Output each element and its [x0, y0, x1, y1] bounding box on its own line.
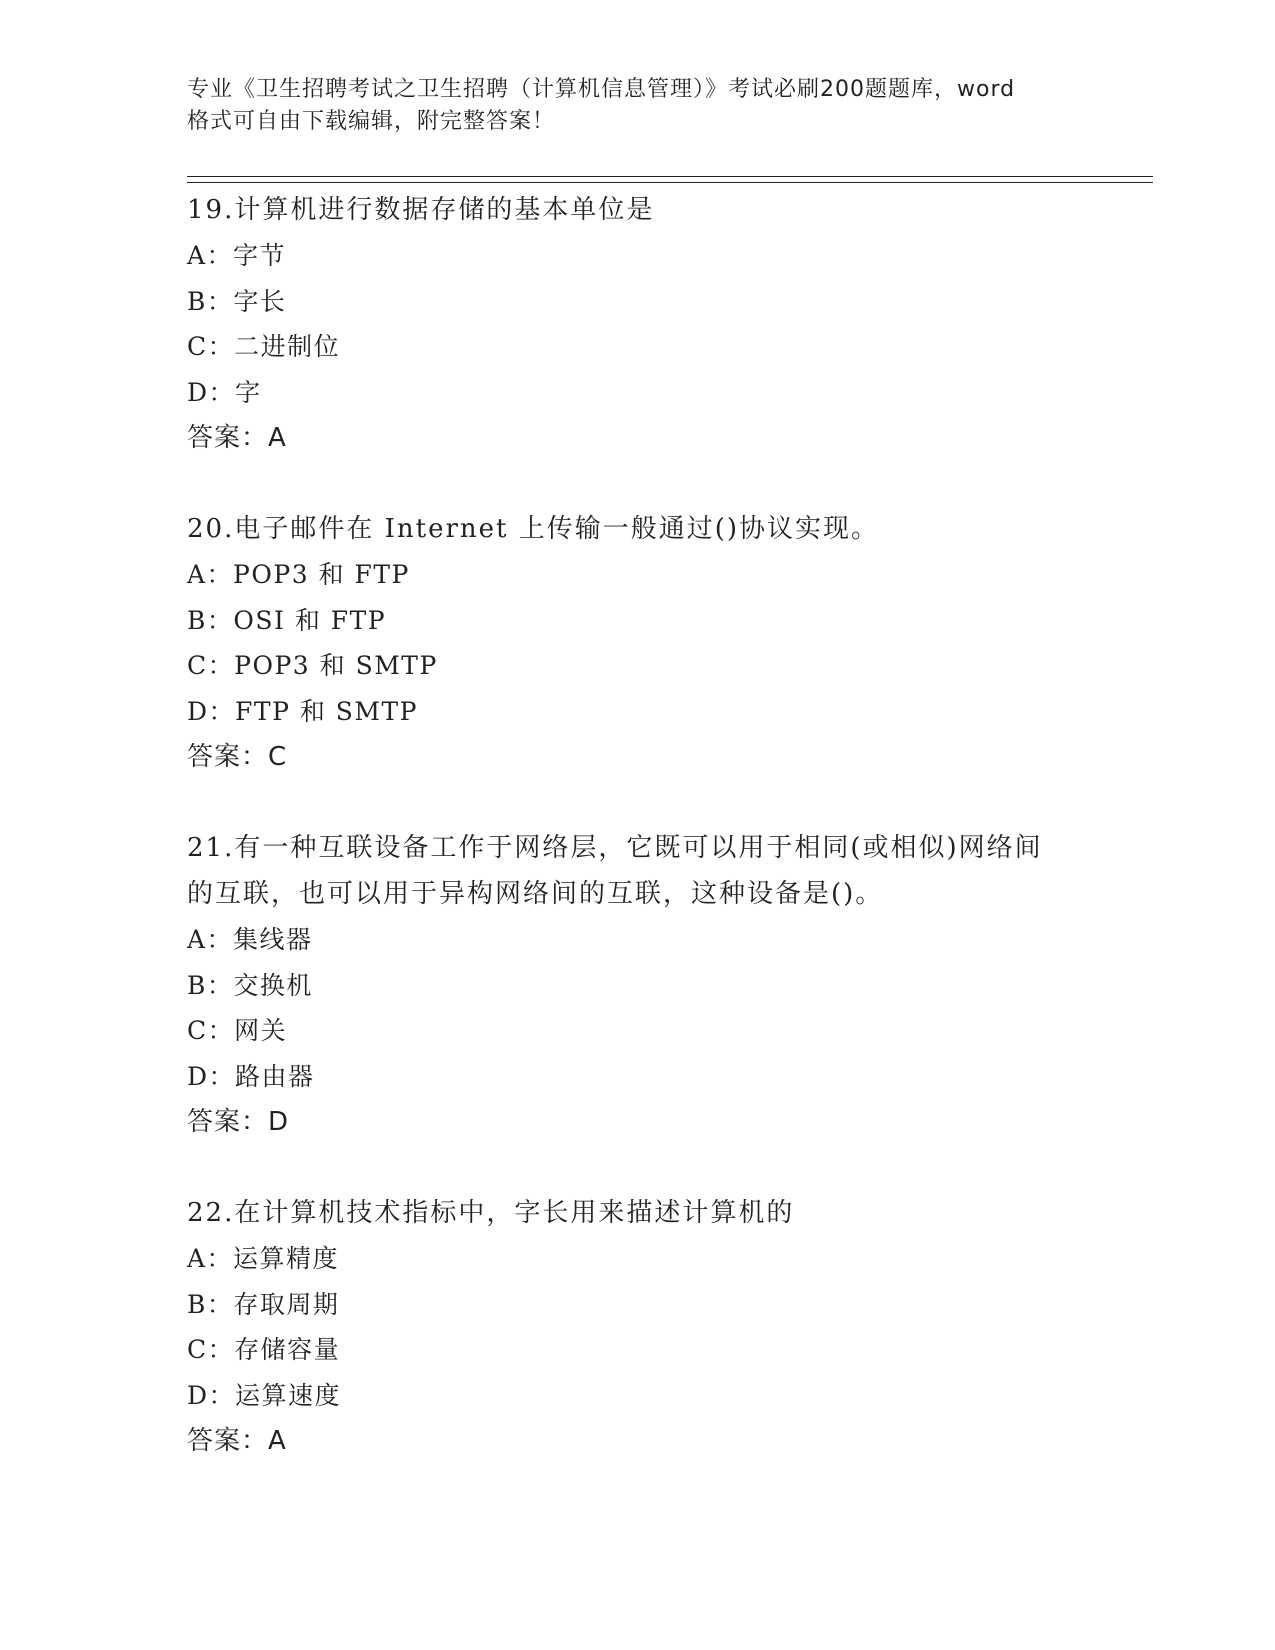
- option-b: B：存取周期: [187, 1289, 340, 1319]
- question-text: 22.在计算机技术指标中，字长用来描述计算机的: [187, 1198, 795, 1228]
- header-divider-top: [187, 176, 1153, 177]
- question-text: 19.计算机进行数据存储的基本单位是: [187, 195, 655, 225]
- option-d: D：路由器: [187, 1061, 315, 1091]
- question-block-22: [187, 1190, 1087, 1464]
- option-a: A：运算精度: [187, 1244, 340, 1273]
- option-c: C：存储容量: [187, 1335, 341, 1364]
- header-line-2: 格式可自由下载编辑，附完整答案！: [187, 109, 556, 134]
- option-a: A：集线器: [187, 925, 313, 954]
- question-text-line-2: 的互联，也可以用于异构网络间的互联，这种设备是()。: [187, 879, 884, 909]
- question-block-19: [187, 187, 1087, 461]
- option-b: B：OSI 和 FTP: [187, 605, 387, 635]
- answer-label: 答案：A: [187, 423, 287, 453]
- option-c: C：二进制位: [187, 332, 341, 361]
- header-line-1: 专业《卫生招聘考试之卫生招聘（计算机信息管理）》考试必刷200题题库，word: [187, 77, 1016, 102]
- option-d: D：运算速度: [187, 1380, 342, 1410]
- option-b: B：字长: [187, 286, 287, 316]
- option-d: D：字: [187, 377, 262, 407]
- document-header: [187, 74, 1087, 138]
- question-block-20: [187, 506, 1087, 780]
- option-d: D：FTP 和 SMTP: [187, 696, 419, 726]
- option-a: A：字节: [187, 241, 287, 270]
- question-text: 20.电子邮件在 Internet 上传输一般通过()协议实现。: [187, 514, 880, 544]
- header-divider-bottom: [187, 182, 1153, 183]
- option-a: A：POP3 和 FTP: [187, 560, 410, 589]
- answer-label: 答案：A: [187, 1426, 287, 1456]
- option-b: B：交换机: [187, 970, 313, 1000]
- answer-label: 答案：C: [187, 742, 288, 772]
- answer-label: 答案：D: [187, 1107, 290, 1137]
- option-c: C：POP3 和 SMTP: [187, 651, 438, 680]
- question-text-line-1: 21.有一种互联设备工作于网络层，它既可以用于相同(或相似)网络间: [187, 833, 1043, 863]
- option-c: C：网关: [187, 1016, 288, 1045]
- question-block-21: [187, 825, 1087, 1145]
